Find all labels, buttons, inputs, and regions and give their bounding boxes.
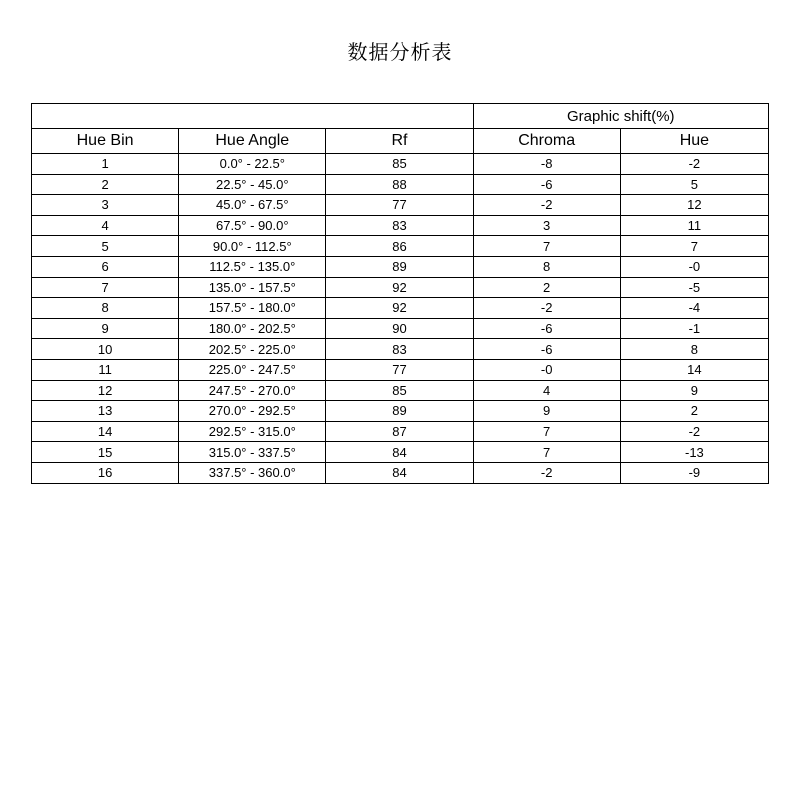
cell-hue-angle: 135.0° - 157.5° (179, 277, 326, 298)
cell-hue: 11 (620, 215, 768, 236)
cell-rf: 83 (326, 339, 473, 360)
cell-chroma: 7 (473, 421, 620, 442)
cell-hue: -9 (620, 462, 768, 483)
cell-hue: 5 (620, 174, 768, 195)
cell-rf: 86 (326, 236, 473, 257)
cell-rf: 88 (326, 174, 473, 195)
cell-hue: -13 (620, 442, 768, 463)
cell-chroma: 3 (473, 215, 620, 236)
cell-chroma: 2 (473, 277, 620, 298)
cell-hue: -5 (620, 277, 768, 298)
table-row (32, 154, 769, 175)
column-header-chroma: Chroma (473, 129, 620, 154)
cell-rf: 84 (326, 442, 473, 463)
cell-hue-angle: 22.5° - 45.0° (179, 174, 326, 195)
table-row (32, 277, 769, 298)
group-header-empty (32, 104, 474, 129)
cell-chroma: -0 (473, 359, 620, 380)
table-row (32, 256, 769, 277)
cell-chroma: -2 (473, 298, 620, 319)
cell-rf: 83 (326, 215, 473, 236)
cell-rf: 92 (326, 277, 473, 298)
data-table (31, 103, 769, 484)
table-row (32, 236, 769, 257)
cell-rf: 89 (326, 401, 473, 422)
cell-hue-angle: 315.0° - 337.5° (179, 442, 326, 463)
cell-hue-bin: 11 (32, 359, 179, 380)
cell-chroma: -2 (473, 195, 620, 216)
cell-hue-angle: 157.5° - 180.0° (179, 298, 326, 319)
cell-hue-angle: 202.5° - 225.0° (179, 339, 326, 360)
column-header-rf: Rf (326, 129, 473, 154)
cell-hue-bin: 8 (32, 298, 179, 319)
table-row (32, 442, 769, 463)
table-row (32, 215, 769, 236)
cell-hue-angle: 225.0° - 247.5° (179, 359, 326, 380)
column-header-row (32, 129, 769, 154)
cell-rf: 77 (326, 195, 473, 216)
cell-rf: 77 (326, 359, 473, 380)
cell-chroma: -6 (473, 174, 620, 195)
cell-hue-bin: 2 (32, 174, 179, 195)
cell-hue-angle: 337.5° - 360.0° (179, 462, 326, 483)
cell-hue-bin: 16 (32, 462, 179, 483)
group-header-row (32, 104, 769, 129)
cell-hue: 8 (620, 339, 768, 360)
page-title: 数据分析表 (347, 40, 453, 64)
cell-chroma: -6 (473, 318, 620, 339)
cell-hue-bin: 9 (32, 318, 179, 339)
cell-hue: 14 (620, 359, 768, 380)
cell-hue-bin: 7 (32, 277, 179, 298)
column-header-hue-bin: Hue Bin (32, 129, 179, 154)
cell-hue: -2 (620, 154, 768, 175)
cell-rf: 85 (326, 380, 473, 401)
table-row (32, 401, 769, 422)
cell-chroma: -8 (473, 154, 620, 175)
cell-hue-bin: 6 (32, 256, 179, 277)
cell-hue: 7 (620, 236, 768, 257)
table-row (32, 298, 769, 319)
cell-hue: -0 (620, 256, 768, 277)
table-row (32, 421, 769, 442)
cell-hue-bin: 14 (32, 421, 179, 442)
cell-hue: 9 (620, 380, 768, 401)
cell-hue-bin: 13 (32, 401, 179, 422)
group-header-graphic-shift: Graphic shift(%) (473, 104, 768, 129)
cell-hue: -1 (620, 318, 768, 339)
cell-chroma: 7 (473, 442, 620, 463)
cell-hue-angle: 45.0° - 67.5° (179, 195, 326, 216)
cell-hue-bin: 3 (32, 195, 179, 216)
cell-chroma: 4 (473, 380, 620, 401)
table-row (32, 462, 769, 483)
cell-hue-bin: 1 (32, 154, 179, 175)
cell-hue: -2 (620, 421, 768, 442)
cell-chroma: -2 (473, 462, 620, 483)
table-row (32, 359, 769, 380)
cell-hue-angle: 270.0° - 292.5° (179, 401, 326, 422)
table-body (32, 154, 769, 484)
cell-hue-bin: 5 (32, 236, 179, 257)
table-row (32, 339, 769, 360)
cell-rf: 92 (326, 298, 473, 319)
cell-hue: 12 (620, 195, 768, 216)
cell-hue: 2 (620, 401, 768, 422)
cell-chroma: -6 (473, 339, 620, 360)
cell-chroma: 8 (473, 256, 620, 277)
cell-hue: -4 (620, 298, 768, 319)
cell-hue-angle: 90.0° - 112.5° (179, 236, 326, 257)
cell-rf: 84 (326, 462, 473, 483)
cell-hue-angle: 292.5° - 315.0° (179, 421, 326, 442)
column-header-hue-angle: Hue Angle (179, 129, 326, 154)
cell-rf: 90 (326, 318, 473, 339)
cell-rf: 87 (326, 421, 473, 442)
cell-rf: 85 (326, 154, 473, 175)
cell-hue-angle: 112.5° - 135.0° (179, 256, 326, 277)
cell-rf: 89 (326, 256, 473, 277)
cell-hue-bin: 15 (32, 442, 179, 463)
cell-hue-angle: 180.0° - 202.5° (179, 318, 326, 339)
table-row (32, 380, 769, 401)
table-row (32, 318, 769, 339)
cell-hue-bin: 12 (32, 380, 179, 401)
cell-hue-angle: 67.5° - 90.0° (179, 215, 326, 236)
cell-hue-bin: 10 (32, 339, 179, 360)
table-row (32, 195, 769, 216)
cell-chroma: 9 (473, 401, 620, 422)
cell-chroma: 7 (473, 236, 620, 257)
table-row (32, 174, 769, 195)
cell-hue-angle: 247.5° - 270.0° (179, 380, 326, 401)
cell-hue-bin: 4 (32, 215, 179, 236)
column-header-hue: Hue (620, 129, 768, 154)
cell-hue-angle: 0.0° - 22.5° (179, 154, 326, 175)
